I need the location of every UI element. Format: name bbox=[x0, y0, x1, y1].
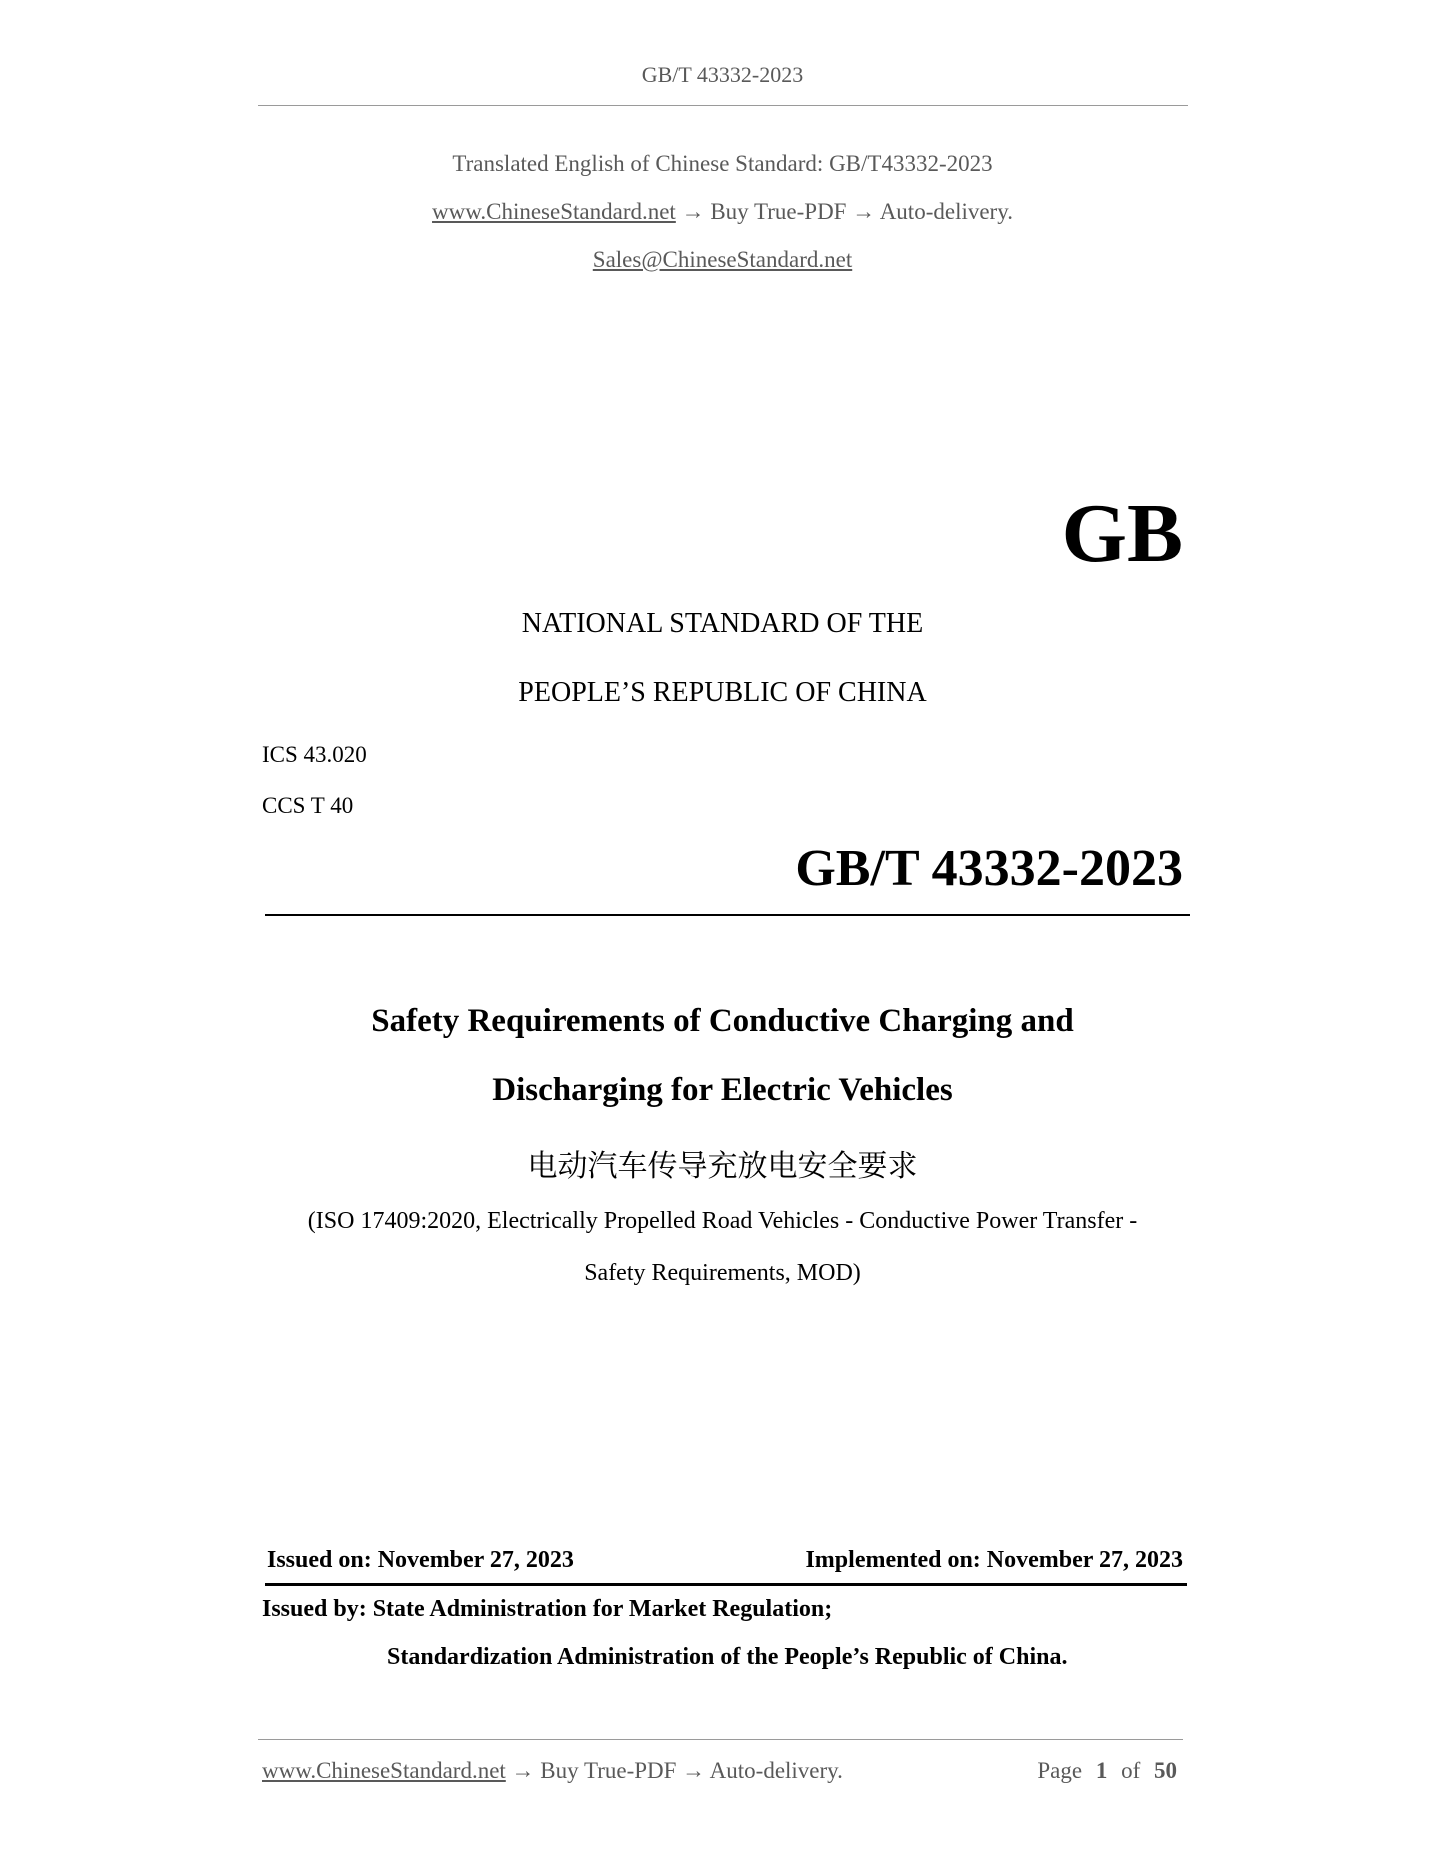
page-current: 1 bbox=[1095, 1758, 1108, 1783]
ics-code: ICS 43.020 bbox=[262, 742, 367, 767]
site-link[interactable]: www.ChineseStandard.net bbox=[432, 199, 676, 224]
page-total: 50 bbox=[1154, 1758, 1177, 1783]
gb-logo: GB bbox=[1061, 487, 1183, 580]
page-indicator bbox=[1037, 1758, 1177, 1784]
national-standard-line1: NATIONAL STANDARD OF THE bbox=[521, 608, 924, 639]
header-rule bbox=[258, 105, 1188, 106]
page-of: of bbox=[1121, 1758, 1141, 1783]
title-line2: Discharging for Electric Vehicles bbox=[492, 1072, 953, 1108]
issued-date: Issued on: November 27, 2023 bbox=[267, 1547, 574, 1573]
footer-purchase-line bbox=[262, 1758, 843, 1784]
ccs-code: CCS T 40 bbox=[262, 793, 354, 818]
iso-reference-line2: Safety Requirements, MOD) bbox=[584, 1260, 861, 1286]
footer-site-link[interactable]: www.ChineseStandard.net bbox=[262, 1758, 506, 1783]
issuer-line2: Standardization Administration of the People’s Republic of China. bbox=[387, 1644, 1068, 1670]
email-line bbox=[0, 247, 1445, 273]
iso-reference-line1: (ISO 17409:2020, Electrically Propelled Road Vehicles - Conductive Power Transfer - bbox=[307, 1208, 1138, 1234]
national-standard-line2: PEOPLE’S REPUBLIC OF CHINA bbox=[518, 677, 927, 708]
title-line1: Safety Requirements of Conductive Charging and bbox=[371, 1003, 1074, 1039]
footer-purchase-text: → Buy True-PDF → Auto-delivery. bbox=[511, 1758, 843, 1783]
email-link[interactable]: Sales@ChineseStandard.net bbox=[592, 247, 853, 272]
running-header: GB/T 43332-2023 bbox=[641, 62, 804, 87]
purchase-line bbox=[0, 199, 1445, 225]
chinese-title: 电动汽车传导充放电安全要求 bbox=[527, 1149, 918, 1184]
translation-note: Translated English of Chinese Standard: GB/T43332-2023 bbox=[452, 151, 993, 176]
page-label: Page bbox=[1037, 1758, 1083, 1783]
footer-rule bbox=[258, 1739, 1183, 1740]
purchase-text: → Buy True-PDF → Auto-delivery. bbox=[681, 199, 1013, 224]
implemented-date: Implemented on: November 27, 2023 bbox=[805, 1547, 1183, 1573]
number-rule bbox=[265, 914, 1190, 916]
dates-rule bbox=[265, 1583, 1187, 1586]
issuer-line1: Issued by: State Administration for Market Regulation; bbox=[262, 1596, 833, 1622]
standard-number: GB/T 43332-2023 bbox=[795, 840, 1183, 897]
